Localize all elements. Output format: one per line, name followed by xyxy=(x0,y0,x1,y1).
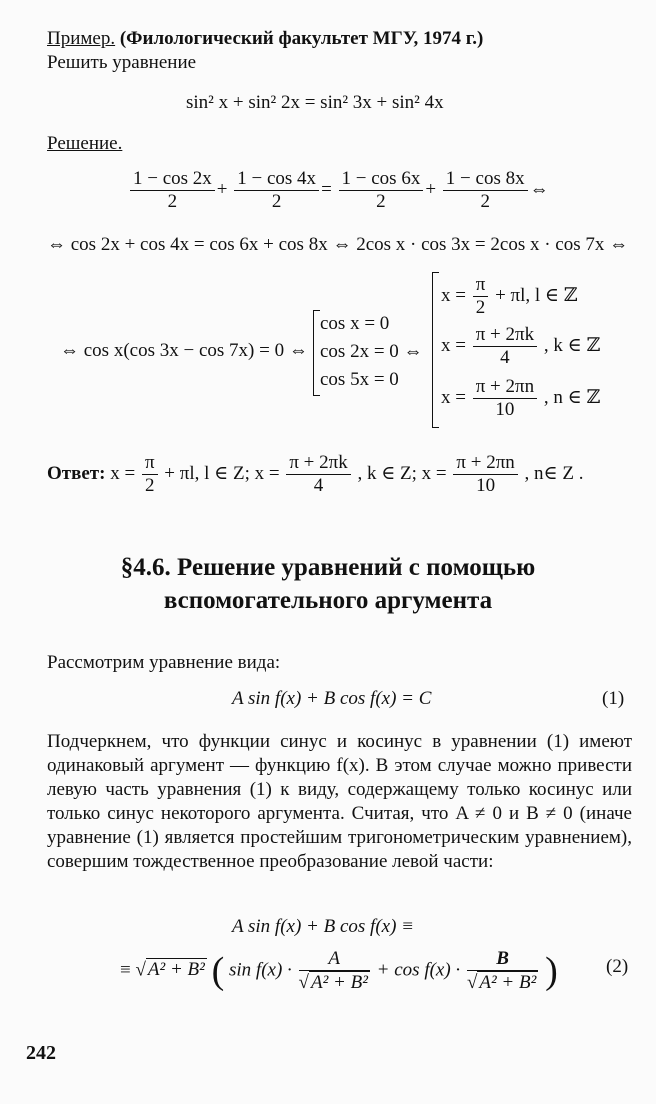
roots-brace xyxy=(432,272,433,428)
system-equations xyxy=(320,310,423,394)
main-equation: sin² x + sin² 2x = sin² 3x + sin² 4x xyxy=(186,92,444,113)
system-eq-3: cos 5x = 0 xyxy=(320,369,399,390)
fraction-4: $\frac{1 - \cos 8x}{2}$ xyxy=(443,168,528,213)
right-paren: ) xyxy=(545,950,558,992)
body-paragraph: Подчеркнем, что функции синус и косинус в уравнении (1) имеют одинаковый аргумент — функцию f(x). В этом случае можно привести левую часть уравнения (1) к виду, содержащему только косинус или только синус некоторого аргумента. Считая, что A ≠ 0 и B ≠ 0 (иначе уравнение (1) является простейшим тригонометрическим уравнением), совершим тождественное преобразование левой части: xyxy=(47,731,632,872)
system-eq-1: cos x = 0 xyxy=(320,313,390,334)
step3-left: ⇔ cos x(cos 3x − cos 7x) = 0 ⇔ xyxy=(60,340,308,361)
step2-equation: ⇔ cos 2x + cos 4x = cos 6x + cos 8x ⇔ 2cos x · cos 3x = 2cos x · cos 7x ⇔ xyxy=(47,234,629,255)
intro-text: Рассмотрим уравнение вида: xyxy=(47,652,281,673)
root-2: x = $\frac{\pi + 2\pi k}{4}$ , k ∈ ℤ xyxy=(441,324,601,368)
system-eq-2: cos 2x = 0 ⇔ xyxy=(320,341,423,362)
equation-1-number: (1) xyxy=(602,688,625,709)
section-title-line1: §4.6. Решение уравнений с помощью xyxy=(120,554,536,581)
roots-set xyxy=(441,274,600,426)
root-3: x = $\frac{\pi + 2\pi n}{10}$ , n ∈ ℤ xyxy=(441,376,601,420)
equation-2-number: (2) xyxy=(606,956,629,977)
sqrt-icon: √ xyxy=(135,959,146,981)
root-1: x = $\frac{\pi}{2}$ + πl, l ∈ ℤ xyxy=(441,274,578,318)
left-paren: ( xyxy=(211,950,225,992)
equation-2-bottom: ≡ √ A² + B² ( sin f(x) · $\frac{A}{\text{√ A² + B²}}$ + cos f(x) · $\frac{B}{\text{√ A² + B²}}$ ) xyxy=(120,948,558,993)
page-number: 242 xyxy=(26,1042,56,1064)
step1-equation: $\frac{1 - \cos 2x}{2}$ + $\frac{1 - \cos 4x}{2}$ = $\frac{1 - \cos 6x}{2}$ + $\frac{1 - \cos 8x}{2}$ ⇔ xyxy=(128,168,549,213)
example-source: (Филологический факультет МГУ, 1974 г.) xyxy=(119,28,484,49)
answer-line: Ответ: x = $\frac{\pi}{2}$ + πl, l ∈ Z; x = $\frac{\pi + 2\pi k}{4}$ , k ∈ Z; x = $\frac{\pi + 2\pi n}{10}$ , n∈ Z . xyxy=(47,452,584,496)
system-brace xyxy=(313,310,314,396)
fraction-3: $\frac{1 - \cos 6x}{2}$ xyxy=(339,168,424,213)
equation-1: A sin f(x) + B cos f(x) = C xyxy=(232,688,432,709)
fraction-1: $\frac{1 - \cos 2x}{2}$ xyxy=(130,168,215,213)
task-text: Решить уравнение xyxy=(47,52,197,73)
fraction-2: $\frac{1 - \cos 4x}{2}$ xyxy=(234,168,319,213)
section-title-line2: вспомогательного аргумента xyxy=(163,587,493,614)
solution-heading: Решение. xyxy=(47,133,123,154)
answer-label: Ответ: xyxy=(47,462,106,484)
example-heading: Пример. xyxy=(47,28,116,49)
example-header xyxy=(47,28,483,50)
equation-2-top: A sin f(x) + B cos f(x) ≡ xyxy=(232,916,414,937)
